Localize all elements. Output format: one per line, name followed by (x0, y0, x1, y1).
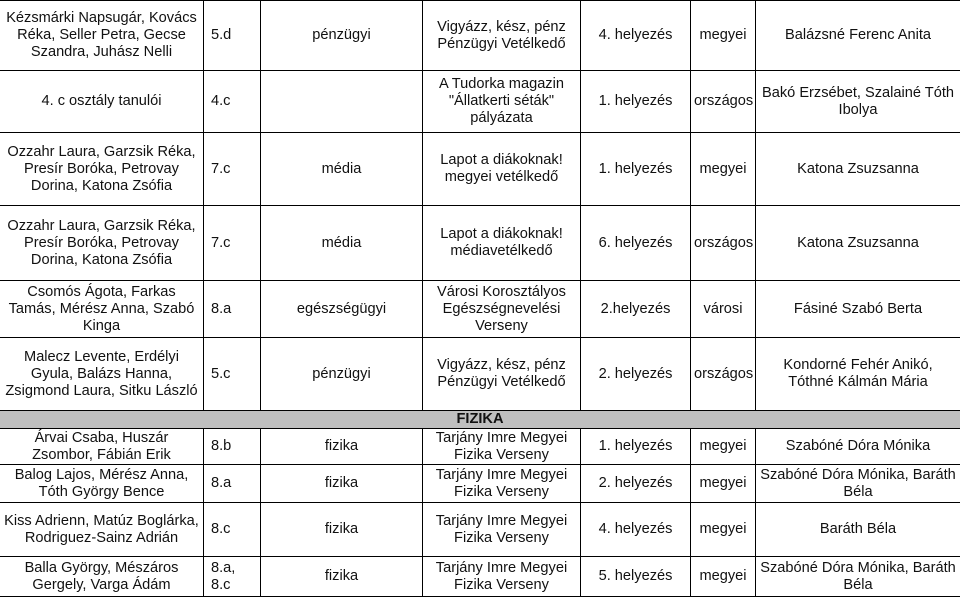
class-cell: 8.b (204, 429, 261, 465)
teacher-cell: Szabóné Dóra Mónika, Baráth Béla (756, 557, 960, 597)
level-cell: megyei (691, 133, 756, 206)
names-cell: Ozzahr Laura, Garzsik Réka, Presír Boróka, Petrovay Dorina, Katona Zsófia (0, 206, 204, 281)
level-cell: városi (691, 281, 756, 338)
names-cell: Balla György, Mészáros Gergely, Varga Ádám (0, 557, 204, 597)
teacher-cell: Balázsné Ferenc Anita (756, 1, 960, 71)
category-cell: média (261, 133, 423, 206)
level-cell: megyei (691, 503, 756, 557)
class-cell: 4.c (204, 71, 261, 133)
category-cell: fizika (261, 429, 423, 465)
table-row (0, 557, 960, 597)
section-title: FIZIKA (0, 411, 960, 429)
place-cell: 6. helyezés (581, 206, 691, 281)
class-cell: 8.c (204, 503, 261, 557)
teacher-cell: Katona Zsuzsanna (756, 133, 960, 206)
names-cell: Ozzahr Laura, Garzsik Réka, Presír Boróka, Petrovay Dorina, Katona Zsófia (0, 133, 204, 206)
teacher-cell: Katona Zsuzsanna (756, 206, 960, 281)
class-cell: 8.a (204, 465, 261, 503)
competition-cell: Városi Korosztályos Egészségnevelési Verseny (423, 281, 581, 338)
level-cell: országos (691, 338, 756, 411)
competition-cell: Vigyázz, kész, pénz Pénzügyi Vetélkedő (423, 1, 581, 71)
competition-cell: Tarjány Imre Megyei Fizika Verseny (423, 465, 581, 503)
place-cell: 5. helyezés (581, 557, 691, 597)
competition-cell: Lapot a diákoknak! médiavetélkedő (423, 206, 581, 281)
class-cell: 8.a, 8.c (204, 557, 261, 597)
teacher-cell: Bakó Erzsébet, Szalainé Tóth Ibolya (756, 71, 960, 133)
place-cell: 2. helyezés (581, 338, 691, 411)
place-cell: 4. helyezés (581, 503, 691, 557)
level-cell: megyei (691, 1, 756, 71)
teacher-cell: Kondorné Fehér Anikó, Tóthné Kálmán Mária (756, 338, 960, 411)
table-row (0, 206, 960, 281)
names-cell: 4. c osztály tanulói (0, 71, 204, 133)
place-cell: 4. helyezés (581, 1, 691, 71)
category-cell: pénzügyi (261, 1, 423, 71)
table-row (0, 429, 960, 465)
place-cell: 1. helyezés (581, 71, 691, 133)
category-cell (261, 71, 423, 133)
names-cell: Kézsmárki Napsugár, Kovács Réka, Seller Petra, Gecse Szandra, Juhász Nelli (0, 1, 204, 71)
table-row (0, 71, 960, 133)
place-cell: 2.helyezés (581, 281, 691, 338)
category-cell: fizika (261, 465, 423, 503)
class-cell: 5.c (204, 338, 261, 411)
category-cell: pénzügyi (261, 338, 423, 411)
names-cell: Malecz Levente, Erdélyi Gyula, Balázs Hanna, Zsigmond Laura, Sitku László (0, 338, 204, 411)
category-cell: fizika (261, 557, 423, 597)
competition-cell: Tarjány Imre Megyei Fizika Verseny (423, 557, 581, 597)
category-cell: egészségügyi (261, 281, 423, 338)
competition-cell: Tarjány Imre Megyei Fizika Verseny (423, 503, 581, 557)
table-row (0, 133, 960, 206)
level-cell: megyei (691, 429, 756, 465)
teacher-cell: Baráth Béla (756, 503, 960, 557)
category-cell: fizika (261, 503, 423, 557)
names-cell: Csomós Ágota, Farkas Tamás, Mérész Anna, Szabó Kinga (0, 281, 204, 338)
category-cell: média (261, 206, 423, 281)
competition-cell: A Tudorka magazin "Állatkerti séták" pályázata (423, 71, 581, 133)
level-cell: országos (691, 71, 756, 133)
class-cell: 8.a (204, 281, 261, 338)
names-cell: Balog Lajos, Mérész Anna, Tóth György Bence (0, 465, 204, 503)
place-cell: 1. helyezés (581, 133, 691, 206)
competition-cell: Lapot a diákoknak! megyei vetélkedő (423, 133, 581, 206)
names-cell: Kiss Adrienn, Matúz Boglárka, Rodriguez-Sainz Adrián (0, 503, 204, 557)
section-header-row (0, 411, 960, 429)
competition-cell: Vigyázz, kész, pénz Pénzügyi Vetélkedő (423, 338, 581, 411)
table-row (0, 1, 960, 71)
level-cell: megyei (691, 465, 756, 503)
table-row (0, 465, 960, 503)
teacher-cell: Szabóné Dóra Mónika (756, 429, 960, 465)
names-cell: Árvai Csaba, Huszár Zsombor, Fábián Erik (0, 429, 204, 465)
place-cell: 2. helyezés (581, 465, 691, 503)
level-cell: megyei (691, 557, 756, 597)
class-cell: 7.c (204, 133, 261, 206)
teacher-cell: Szabóné Dóra Mónika, Baráth Béla (756, 465, 960, 503)
class-cell: 7.c (204, 206, 261, 281)
table-row (0, 281, 960, 338)
table-row (0, 503, 960, 557)
competition-cell: Tarjány Imre Megyei Fizika Verseny (423, 429, 581, 465)
class-cell: 5.d (204, 1, 261, 71)
level-cell: országos (691, 206, 756, 281)
teacher-cell: Fásiné Szabó Berta (756, 281, 960, 338)
place-cell: 1. helyezés (581, 429, 691, 465)
table-row (0, 338, 960, 411)
